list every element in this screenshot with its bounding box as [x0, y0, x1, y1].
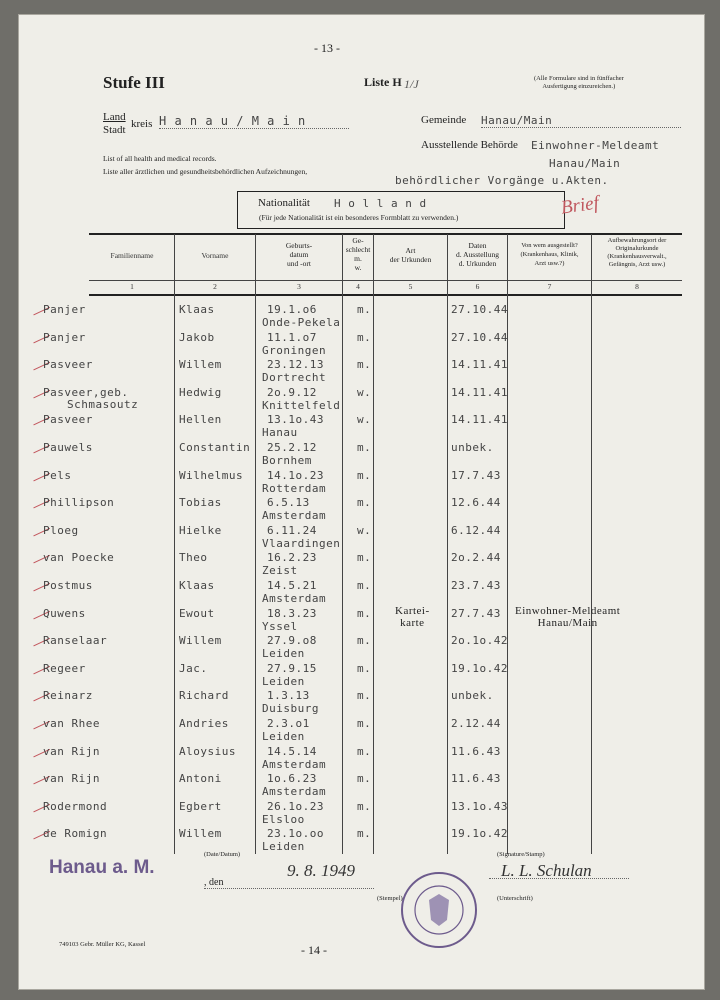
birth-date-cell: 23.1o.oo	[267, 827, 324, 841]
first-name-cell: Jakob	[179, 330, 215, 344]
birth-place-cell: Vlaardingen	[262, 536, 341, 550]
family-name-cell: Ploeg	[43, 523, 79, 537]
family-name-cell: van Rijn	[43, 744, 100, 758]
behoerde-value-1: Einwohner-Meldeamt	[531, 139, 660, 152]
colnum: 4	[356, 282, 360, 291]
behoerde-label: Ausstellende Behörde	[421, 139, 518, 151]
issue-date-cell: 14.11.41	[451, 358, 508, 372]
kreis-value: H a n a u / M a i n	[159, 114, 349, 129]
kreis-label: kreis	[131, 118, 153, 130]
birth-date-cell: 19.1.o6	[267, 303, 317, 316]
list-typed-addition: behördlicher Vorgänge u.Akten.	[395, 174, 609, 187]
gemeinde-label: Gemeinde	[421, 114, 467, 126]
date-label: (Date/Datum)	[204, 851, 241, 858]
sex-cell: m.	[357, 441, 372, 454]
table-row	[19, 547, 704, 578]
issue-date-cell: unbek.	[451, 689, 494, 703]
issue-date-cell: 14.11.41	[451, 385, 508, 399]
birth-place-cell: Leiden	[262, 674, 305, 688]
birth-place-cell: Leiden	[262, 647, 305, 661]
colnum: 1	[130, 282, 134, 291]
table-row	[19, 658, 704, 686]
behoerde-value-2: Hanau/Main	[549, 157, 621, 170]
printer-imprint: 749103 Gebr. Müller KG, Kassel	[59, 941, 146, 948]
nationality-label: Nationalität	[258, 197, 310, 209]
sex-cell: m.	[357, 799, 372, 813]
colnum: 5	[408, 282, 413, 291]
birth-place-cell: Amsterdam	[262, 785, 327, 799]
issue-date-cell: 17.7.43	[451, 468, 501, 482]
table-top-rule	[89, 233, 682, 235]
first-name-cell: Willem	[179, 358, 222, 372]
birth-date-cell: 2o.9.12	[267, 385, 317, 399]
sex-cell: m.	[357, 744, 372, 758]
first-name-cell: Egbert	[179, 799, 222, 813]
sex-cell: m.	[357, 661, 372, 675]
colnum: 8	[635, 282, 639, 291]
signature-handwritten: L. L. Schulan	[501, 861, 592, 880]
art-value: Kartei- karte	[395, 605, 430, 629]
signature-label: (Signature/Stamp)	[497, 851, 545, 858]
birth-place-cell: Bornhem	[262, 454, 312, 467]
header-vorname: Vorname	[201, 251, 229, 260]
first-name-cell: Hielke	[179, 523, 222, 537]
family-name-cell: Pauwels	[43, 441, 93, 454]
birth-date-cell: 11.1.o7	[267, 330, 317, 344]
first-name-cell: Andries	[179, 717, 229, 730]
sex-cell: m.	[357, 772, 372, 786]
table-colnum-rule	[89, 294, 682, 296]
family-name-cell: de Romign	[43, 827, 108, 841]
sex-cell: m.	[357, 634, 372, 648]
birth-place-cell: Dortrecht	[262, 371, 327, 385]
header-aufbewahrungsort: Aufbewahrungsort der Originalurkunde (Krankenhausverwalt., Gefängnis, Arzt usw.)	[607, 237, 667, 268]
nationality-box	[237, 191, 565, 229]
family-name-cell: van Poecke	[43, 551, 115, 565]
nationality-note: (Für jede Nationalität ist ein besonderes Formblatt zu verwenden.)	[259, 213, 459, 222]
table-row	[19, 768, 704, 799]
header-daten: Daten d. Ausstellung d. Urkunden	[456, 241, 499, 268]
issue-date-cell: 2o.2.44	[451, 551, 501, 565]
header-von-wem: Von wem ausgestellt? (Krankenhaus, Klinik, Arzt usw.?)	[520, 242, 579, 267]
table-row	[19, 409, 704, 440]
colnum: 2	[213, 282, 217, 291]
first-name-cell: Hedwig	[179, 385, 222, 399]
family-name-cell: Reinarz	[43, 689, 93, 703]
first-name-cell: Ewout	[179, 606, 215, 620]
issue-date-cell: 2.12.44	[451, 717, 501, 730]
birth-date-cell: 14.1o.23	[267, 468, 324, 482]
page-number-bottom: - 14 -	[301, 943, 327, 957]
first-name-cell: Klaas	[179, 303, 215, 316]
table-row	[19, 823, 704, 854]
birth-place-cell: Onde-Pekela	[262, 316, 341, 329]
table-row	[19, 299, 704, 327]
sex-cell: m.	[357, 468, 372, 482]
family-name-cell: Panjer	[43, 303, 86, 316]
den-label: , den	[204, 877, 224, 888]
issue-date-cell: 13.1o.43	[451, 799, 508, 813]
table-row	[19, 382, 704, 410]
table-row	[19, 796, 704, 824]
first-name-cell: Klaas	[179, 579, 215, 592]
birth-place-cell: Knittelfeld	[262, 398, 341, 412]
birth-date-cell: 1o.6.23	[267, 772, 317, 786]
birth-date-cell: 2.3.o1	[267, 717, 310, 730]
header-geschlecht: Ge- schlecht m. w.	[345, 236, 371, 272]
first-name-cell: Richard	[179, 689, 229, 703]
first-name-cell: Aloysius	[179, 744, 236, 758]
sex-cell: m.	[357, 358, 372, 372]
family-name-cell: van Rijn	[43, 772, 100, 786]
sex-cell: m.	[357, 606, 372, 620]
birth-place-cell: Rotterdam	[262, 481, 327, 495]
sex-cell: w.	[357, 523, 372, 537]
family-name-cell: Quwens	[43, 606, 86, 620]
issue-date-cell: 11.6.43	[451, 772, 501, 786]
sex-cell: m.	[357, 827, 372, 841]
issue-date-cell: 11.6.43	[451, 744, 501, 758]
liste-label: Liste H	[364, 75, 402, 89]
colnum: 6	[475, 282, 480, 291]
sex-cell: w.	[357, 413, 372, 427]
birth-date-cell: 23.12.13	[267, 358, 324, 372]
issue-date-cell: 19.1o.42	[451, 661, 508, 675]
sex-cell: m.	[357, 579, 372, 592]
stempel-label: (Stempel)	[377, 895, 403, 902]
family-name-cell: van Rhee	[43, 717, 100, 730]
family-name-cell: Rodermond	[43, 799, 108, 813]
birth-date-cell: 6.11.24	[267, 523, 317, 537]
first-name-cell: Antoni	[179, 772, 222, 786]
family-name-cell: Pels	[43, 468, 72, 482]
first-name-cell: Jac.	[179, 661, 208, 675]
first-name-cell: Hellen	[179, 413, 222, 427]
red-annotation: Brief	[559, 192, 601, 219]
first-name-cell: Tobias	[179, 496, 222, 510]
sex-cell: m.	[357, 717, 372, 730]
unterschrift-label: (Unterschrift)	[497, 895, 533, 902]
colnum: 3	[297, 282, 301, 291]
birth-date-cell: 18.3.23	[267, 606, 317, 620]
first-name-cell: Constantin	[179, 441, 251, 454]
birth-place-cell: Leiden	[262, 730, 305, 743]
family-name-cell: Ranselaar	[43, 634, 108, 648]
instructions-note: (Alle Formulare sind in fünffacher Ausfertigung einzureichen.)	[534, 75, 624, 90]
list-description-en: List of all health and medical records.	[103, 154, 217, 163]
sex-cell: w.	[357, 385, 372, 399]
birth-date-cell: 16.2.23	[267, 551, 317, 565]
birth-place-cell: Zeist	[262, 564, 298, 578]
table-row	[19, 685, 704, 716]
issue-date-cell: unbek.	[451, 441, 494, 454]
issue-date-cell: 23.7.43	[451, 579, 501, 592]
table-row	[19, 354, 704, 385]
birth-date-cell: 1.3.13	[267, 689, 310, 703]
header-geburtsdatum: Geburts- datum und -ort	[285, 241, 313, 268]
birth-date-cell: 14.5.14	[267, 744, 317, 758]
issue-date-cell: 27.7.43	[451, 606, 501, 620]
liste-handwritten: 1/J	[404, 77, 419, 91]
sex-cell: m.	[357, 303, 372, 316]
stamp-seal-icon	[399, 870, 479, 950]
issue-date-cell: 27.10.44	[451, 303, 508, 316]
issue-date-cell: 14.11.41	[451, 413, 508, 427]
table-row	[19, 630, 704, 661]
table-row	[19, 492, 704, 523]
family-name-cell: Postmus	[43, 579, 93, 592]
stufe-title: Stufe III	[103, 73, 165, 92]
birth-date-cell: 26.1o.23	[267, 799, 324, 813]
von-wem-value: Einwohner-Meldeamt Hanau/Main	[515, 605, 621, 629]
birth-place-cell: Duisburg	[262, 702, 319, 716]
birth-place-cell: Yssel	[262, 619, 298, 633]
birth-place-cell: Amsterdam	[262, 757, 327, 771]
issue-date-cell: 2o.1o.42	[451, 634, 508, 648]
table-row	[19, 575, 704, 603]
birth-date-cell: 6.5.13	[267, 496, 310, 510]
sex-cell: m.	[357, 330, 372, 344]
table-row	[19, 465, 704, 493]
table-row	[19, 327, 704, 355]
birth-place-cell: Amsterdam	[262, 592, 327, 605]
first-name-cell: Willem	[179, 827, 222, 841]
table-row	[19, 520, 704, 548]
issue-date-cell: 6.12.44	[451, 523, 501, 537]
round-police-stamp	[399, 870, 479, 950]
gemeinde-value: Hanau/Main	[481, 114, 681, 128]
header-familienname: Familienname	[110, 251, 154, 260]
family-name-cell: Pasveer	[43, 358, 93, 372]
birth-place-cell: Hanau	[262, 426, 298, 440]
document-page	[18, 14, 705, 990]
sex-cell: m.	[357, 551, 372, 565]
list-description-de: Liste aller ärztlichen und gesundheitsbehördlichen Aufzeichnungen,	[103, 167, 308, 176]
date-handwritten: 9. 8. 1949	[287, 861, 355, 880]
page-number-top: - 13 -	[314, 41, 340, 55]
table-row	[19, 437, 704, 465]
issue-date-cell: 12.6.44	[451, 496, 501, 510]
place-stamp: Hanau a. M.	[49, 857, 155, 878]
land-stadt-label: Land Stadt	[103, 111, 126, 136]
issue-date-cell: 19.1o.42	[451, 827, 508, 841]
first-name-cell: Theo	[179, 551, 208, 565]
birth-date-cell: 13.1o.43	[267, 413, 324, 427]
issue-date-cell: 27.10.44	[451, 330, 508, 344]
birth-date-cell: 27.9.15	[267, 661, 317, 675]
family-name-cell: Panjer	[43, 330, 86, 344]
family-name-cell: Pasveer	[43, 413, 93, 427]
birth-date-cell: 27.9.o8	[267, 634, 317, 648]
birth-place-cell: Groningen	[262, 343, 327, 357]
first-name-cell: Willem	[179, 634, 222, 648]
sex-cell: m.	[357, 496, 372, 510]
birth-place-cell: Amsterdam	[262, 509, 327, 523]
colnum: 7	[547, 282, 552, 291]
table-row	[19, 741, 704, 769]
table-row	[19, 713, 704, 741]
birth-place-cell: Elsloo	[262, 812, 305, 826]
birth-date-cell: 14.5.21	[267, 579, 317, 592]
first-name-cell: Wilhelmus	[179, 468, 244, 482]
family-name-cell-line2: Schmasoutz	[67, 397, 139, 411]
birth-place-cell: Leiden	[262, 840, 305, 854]
header-art-der-urkunden: Art der Urkunden	[389, 246, 432, 264]
family-name-cell: Regeer	[43, 661, 86, 675]
birth-date-cell: 25.2.12	[267, 441, 317, 454]
sex-cell: m.	[357, 689, 372, 703]
family-name-cell: Pasveer,geb.	[43, 385, 129, 399]
nationality-value: H o l l a n d	[334, 197, 427, 210]
table-header-rule	[89, 280, 682, 281]
family-name-cell: Phillipson	[43, 496, 115, 510]
